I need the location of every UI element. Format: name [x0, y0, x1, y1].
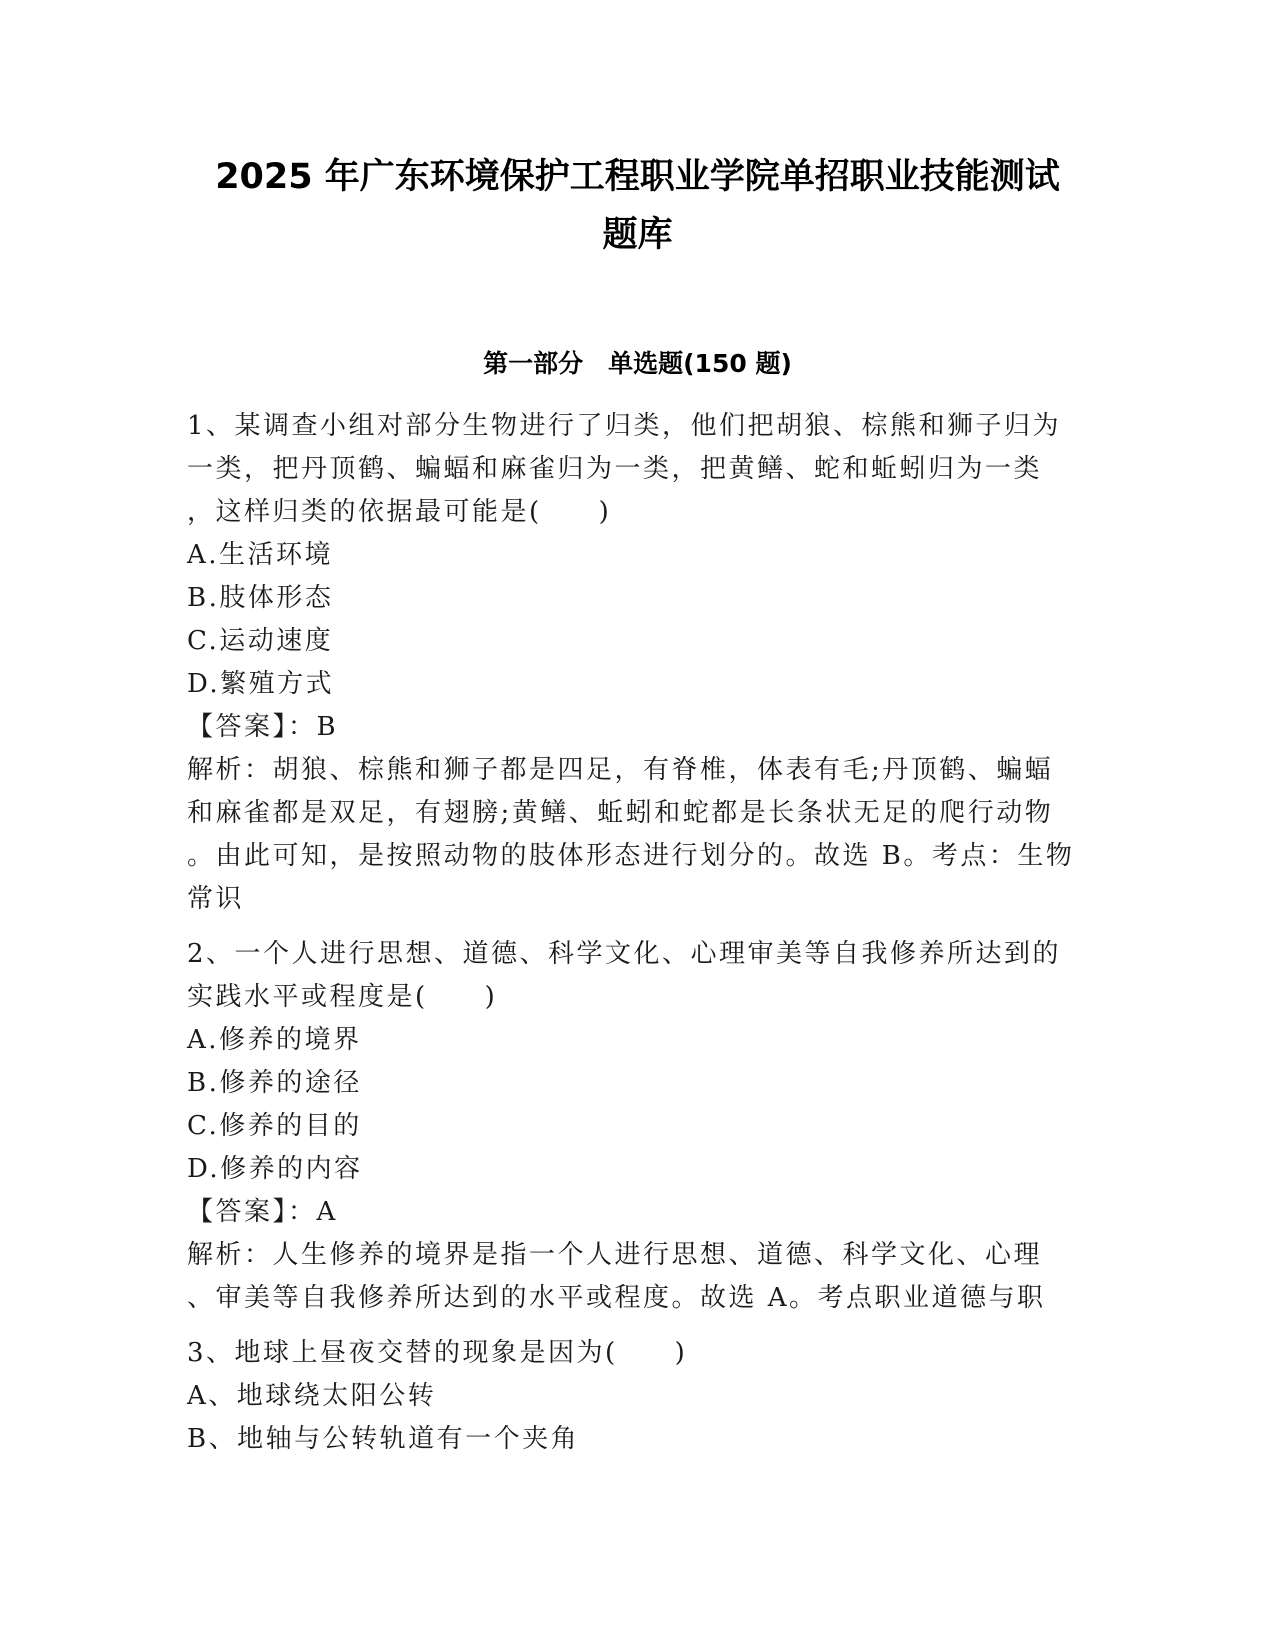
option-a: A、地球绕太阳公转 — [187, 1381, 437, 1411]
question-stem-line: 2、一个人进行思想、道德、科学文化、心理审美等自我修养所达到的 — [187, 939, 1062, 969]
question-list — [187, 405, 1087, 1461]
analysis-line: 。由此可知，是按照动物的肢体形态进行划分的。故选 B。考点：生物 — [187, 841, 1075, 871]
question-stem-line: 3、地球上昼夜交替的现象是因为( ) — [187, 1338, 688, 1368]
option-a: A.修养的境界 — [187, 1025, 362, 1055]
analysis-line: 常识 — [187, 884, 245, 914]
document-title-line-2: 题库 — [602, 215, 673, 255]
question-stem-line: ，这样归类的依据最可能是( ) — [187, 497, 612, 527]
option-c: C.修养的目的 — [187, 1111, 362, 1141]
analysis-line: 和麻雀都是双足，有翅膀;黄鳝、蚯蚓和蛇都是长条状无足的爬行动物 — [187, 798, 1054, 828]
section-heading: 第一部分 单选题(150 题) — [483, 349, 792, 378]
question-stem-line: 一类，把丹顶鹤、蝙蝠和麻雀归为一类，把黄鳝、蛇和蚯蚓归为一类 — [187, 454, 1043, 484]
option-b: B.肢体形态 — [187, 583, 334, 613]
document-title-line-1: 2025 年广东环境保护工程职业学院单招职业技能测试 — [215, 157, 1060, 197]
question-stem-line: 实践水平或程度是( ) — [187, 982, 498, 1012]
option-d: D.繁殖方式 — [187, 669, 335, 699]
question-1 — [187, 405, 1087, 921]
analysis-line: 、审美等自我修养所达到的水平或程度。故选 A。考点职业道德与职 — [187, 1283, 1046, 1313]
question-2 — [187, 933, 1087, 1320]
option-a: A.生活环境 — [187, 540, 334, 570]
answer-line: 【答案】：B — [187, 712, 339, 742]
answer-line: 【答案】：A — [187, 1197, 338, 1227]
analysis-line: 解析：胡狼、棕熊和狮子都是四足，有脊椎，体表有毛;丹顶鹤、蝙蝠 — [187, 755, 1054, 785]
option-b: B、地轴与公转轨道有一个夹角 — [187, 1424, 580, 1454]
document-title — [150, 148, 1125, 264]
analysis-line: 解析：人生修养的境界是指一个人进行思想、道德、科学文化、心理 — [187, 1240, 1043, 1270]
question-3 — [187, 1332, 1087, 1461]
option-d: D.修养的内容 — [187, 1154, 363, 1184]
question-stem-line: 1、某调查小组对部分生物进行了归类，他们把胡狼、棕熊和狮子归为 — [187, 411, 1062, 441]
option-c: C.运动速度 — [187, 626, 334, 656]
option-b: B.修养的途径 — [187, 1068, 362, 1098]
